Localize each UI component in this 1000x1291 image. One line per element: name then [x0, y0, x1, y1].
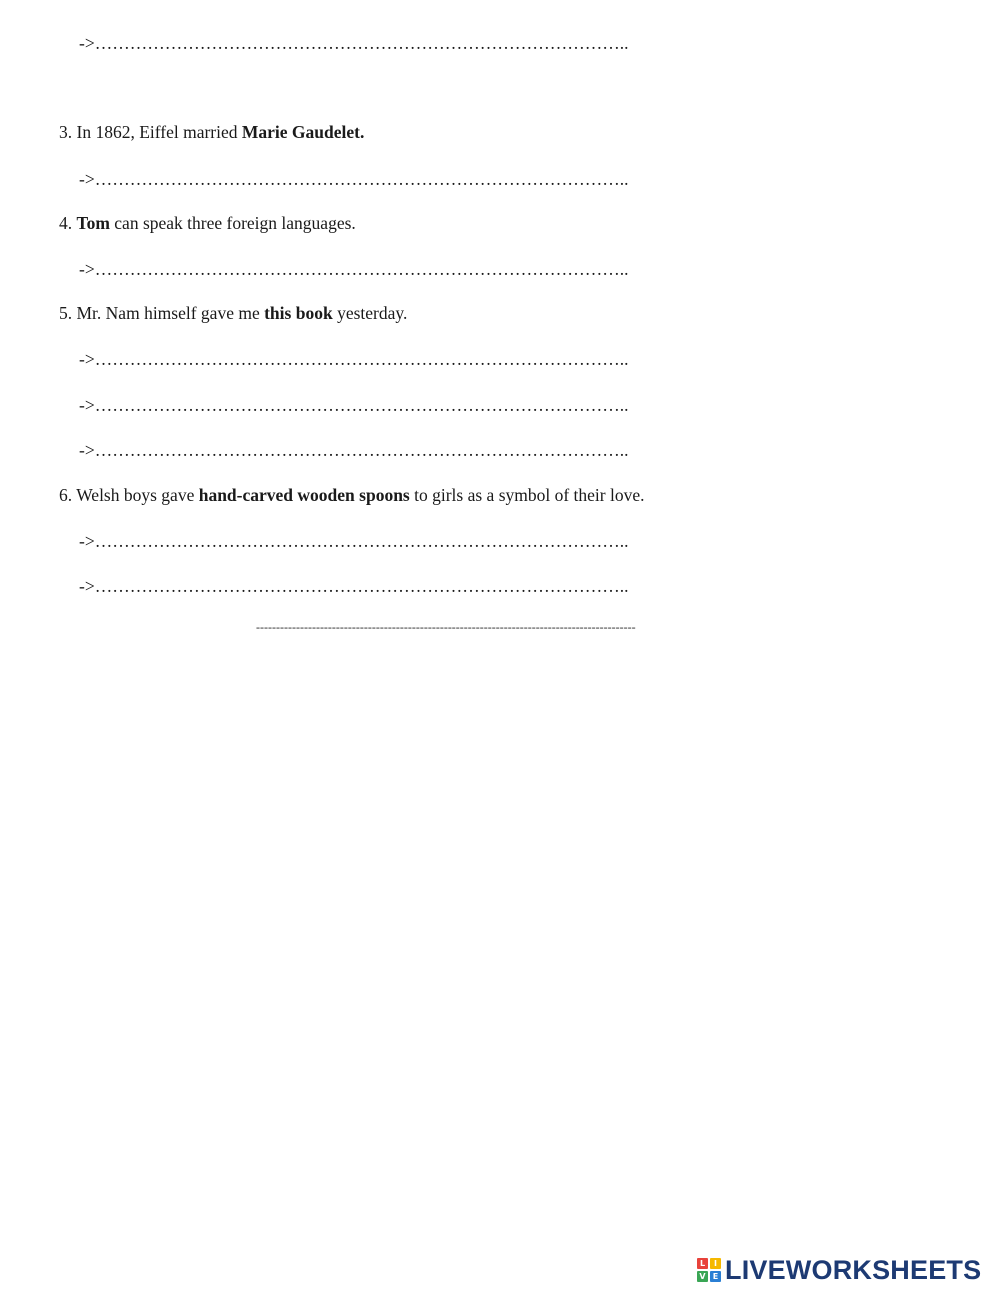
question-4 — [59, 212, 356, 234]
answer-line-q5-a[interactable]: ->……………………………………………………………………………….. — [79, 349, 629, 369]
question-text-end: yesterday. — [337, 303, 408, 323]
question-number: 4. — [59, 213, 73, 233]
logo-square-v: V — [697, 1271, 708, 1282]
logo-icon — [697, 1258, 721, 1282]
answer-line-q3[interactable]: ->……………………………………………………………………………….. — [79, 169, 629, 189]
question-underlined-part: Tom — [76, 213, 110, 233]
question-number: 3. — [59, 122, 73, 142]
question-underlined-part: this book — [264, 303, 333, 323]
answer-line-q6-b[interactable]: ->……………………………………………………………………………….. — [79, 576, 629, 596]
question-text: In 1862, Eiffel married — [76, 122, 238, 142]
logo-square-l: L — [697, 1258, 708, 1269]
question-6 — [59, 484, 645, 506]
question-number: 5. — [59, 303, 73, 323]
logo-square-i: I — [710, 1258, 721, 1269]
end-separator: ----------------------------------------------------------------------------------------------- — [256, 620, 636, 634]
question-text: Welsh boys gave — [76, 485, 195, 505]
question-underlined-part: hand-carved wooden spoons — [198, 485, 410, 505]
answer-line-q6-a[interactable]: ->……………………………………………………………………………….. — [79, 531, 629, 551]
question-3 — [59, 121, 364, 143]
brand-name: LIVEWORKSHEETS — [725, 1255, 982, 1285]
question-number: 6. — [59, 485, 73, 505]
answer-line-q4[interactable]: ->……………………………………………………………………………….. — [79, 259, 629, 279]
question-text-end: to girls as a symbol of their love. — [414, 485, 645, 505]
question-underlined-part: Marie Gaudelet. — [241, 122, 365, 142]
liveworksheets-logo — [697, 1254, 993, 1286]
question-text: Mr. Nam himself gave me — [76, 303, 260, 323]
answer-line-q5-c[interactable]: ->……………………………………………………………………………….. — [79, 440, 629, 460]
question-text: can speak three foreign languages. — [114, 213, 356, 233]
question-5 — [59, 302, 407, 324]
answer-line-q2[interactable]: ->……………………………………………………………………………….. — [79, 33, 629, 53]
answer-line-q5-b[interactable]: ->……………………………………………………………………………….. — [79, 395, 629, 415]
logo-square-e: E — [710, 1271, 721, 1282]
